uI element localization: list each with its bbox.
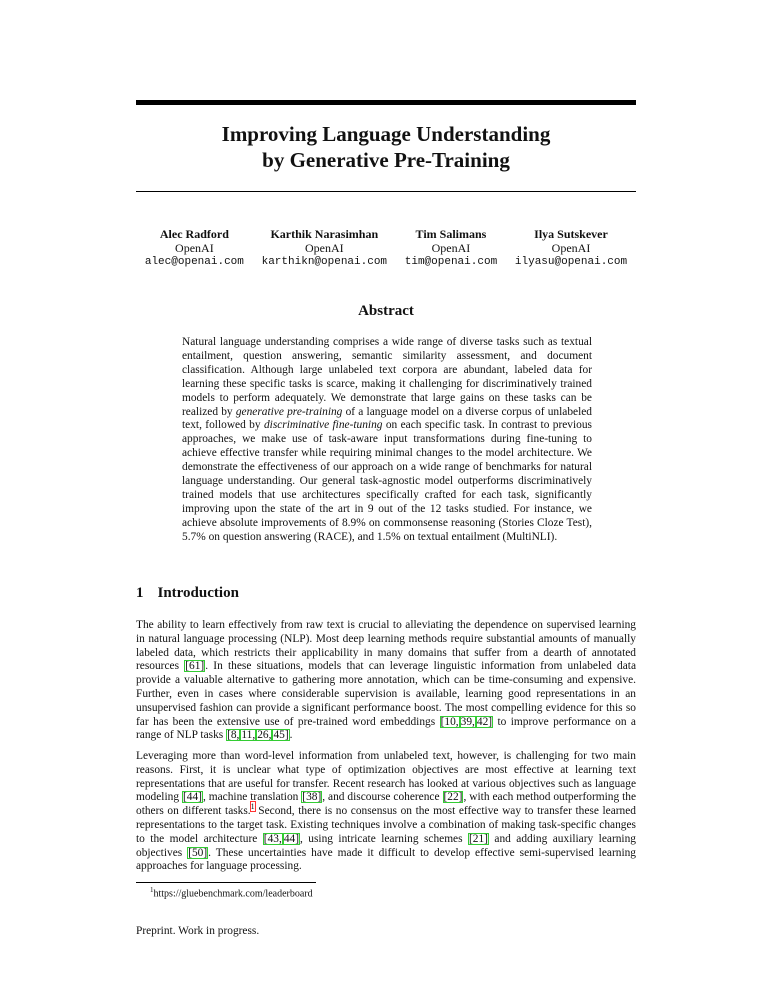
citation-link[interactable]: 42]	[476, 715, 493, 728]
author-name: Ilya Sutskever	[534, 227, 608, 241]
author-list	[136, 227, 636, 269]
abstract-text-segment: on each specific task. In contrast to previous approaches, we make use of task-aware input transformations during fine-tuning to achieve effective transfer while requiring minimal changes to the model architecture. We demonstrate the effectiveness of our approach on a wide range of benchmarks for natural language understanding. Our general task-agnostic model outperforms discriminatively trained models that use architectures specifically crafted for each task, significantly improving upon the state of the art in 9 out of the 12 tasks studied. For instance, we achieve absolute improvements of 8.9% on commonsense reasoning (Stories Cloze Test), 5.7% on question answering (RACE), and 1.5% on textual entailment (MultiNLI).	[182, 419, 592, 543]
title-bottom-rule	[136, 191, 636, 192]
citation-link[interactable]: [21]	[468, 832, 488, 845]
paragraph-text: . In these situations, models that can leverage linguistic information from unlabeled data provide a valuable alternative to gathering more annotation, which can be time-consuming and expensive. Further, even in cases where considerable supervision is available, learning good representations in an unsupervised fashion can provide a significant performance boost. The most compelling evidence for this so far has been the extensive use of pre-trained word embeddings	[136, 660, 637, 728]
author-block	[515, 227, 627, 269]
citation-link[interactable]: [10,	[440, 715, 459, 728]
citation-link[interactable]: [22]	[443, 791, 463, 804]
author-email: tim@openai.com	[404, 256, 498, 268]
author-affiliation: OpenAI	[551, 241, 591, 255]
footnote-mark: 1	[150, 886, 154, 894]
paragraph-text: Leveraging more than word-level information from unlabeled text, however, is challenging for two main reasons. First, it is unclear what type of optimization objectives are most effective at learning text representations that are useful for transfer. Recent research has looked at various objectives such as language modeling	[136, 750, 636, 804]
paper-title	[136, 121, 636, 173]
abstract-emphasis: discriminative fine-tuning	[263, 419, 383, 432]
paragraph-text: and adding auxiliary learning objectives	[136, 832, 636, 859]
citation-link[interactable]: [61]	[185, 660, 205, 673]
paragraph-text: , with each method outperforming the others on different tasks.	[136, 791, 637, 818]
author-name: Karthik Narasimhan	[270, 227, 379, 241]
author-email: ilyasu@openai.com	[514, 256, 628, 268]
author-block	[405, 227, 497, 269]
citation-link[interactable]: 44]	[283, 832, 300, 845]
abstract-emphasis: generative pre-training	[235, 405, 343, 418]
footer-note: Preprint. Work in progress.	[136, 925, 260, 937]
footnote-link[interactable]: 1	[250, 802, 255, 812]
author-affiliation: OpenAI	[304, 241, 344, 255]
abstract-heading: Abstract	[358, 303, 414, 319]
author-affiliation: OpenAI	[175, 241, 214, 255]
citation-link[interactable]: 39,	[460, 715, 475, 728]
paragraph-text: .	[289, 729, 293, 742]
citation-link[interactable]: [8,	[227, 729, 240, 742]
citation-link[interactable]: 45]	[273, 729, 289, 742]
author-email: alec@openai.com	[144, 256, 244, 268]
footnote	[150, 886, 313, 899]
intro-paragraph-1	[136, 619, 636, 743]
author-block	[262, 227, 387, 269]
title-line-2: by Generative Pre-Training	[262, 148, 510, 172]
citation-link[interactable]: 26,	[257, 729, 272, 742]
section-heading	[136, 585, 239, 602]
author-name: Tim Salimans	[415, 227, 487, 241]
section-number: 1	[136, 585, 144, 601]
title-line-1: Improving Language Understanding	[221, 122, 551, 146]
paragraph-text: The ability to learn effectively from raw text is crucial to alleviating the dependence on supervised learning in natural language processing (NLP). Most deep learning methods require substantial amounts of manually labeled data, which restricts their applicability in many domains that suffer from a dearth of annotated resources	[136, 619, 636, 673]
citation-link[interactable]: [50]	[188, 846, 208, 859]
citation-link[interactable]: [38]	[302, 791, 322, 804]
paragraph-text: , using intricate learning schemes	[300, 832, 468, 845]
abstract-text-segment: of a language model on a diverse corpus of unlabeled text, followed by	[182, 405, 593, 432]
author-email: karthikn@openai.com	[261, 256, 388, 268]
citation-link[interactable]: [43,	[263, 832, 282, 845]
author-affiliation: OpenAI	[431, 241, 471, 255]
intro-paragraph-2	[136, 750, 636, 874]
title-top-rule	[136, 100, 636, 105]
paragraph-text: , and discourse coherence	[322, 791, 443, 804]
footnote-url[interactable]: https://gluebenchmark.com/leaderboard	[153, 888, 313, 900]
abstract-text-segment: Natural language understanding comprises a wide range of diverse tasks such as textual entailment, question answering, semantic similarity assessment, and document classification. Although large unlabeled text corpora are abundant, labeled data for learning these specific tasks is scarce, making it challenging for discriminatively trained models to perform adequately. We demonstrate that large gains on these tasks can be realized by	[182, 336, 592, 418]
paragraph-text: . These uncertainties have made it difficult to develop effective semi-supervised learning approaches for language processing.	[136, 846, 637, 873]
author-name: Alec Radford	[159, 227, 229, 241]
abstract-text	[182, 336, 592, 545]
section-title: Introduction	[157, 585, 239, 601]
footnote-rule	[136, 882, 316, 883]
citation-link[interactable]: 11,	[241, 729, 256, 742]
paragraph-text: Second, there is no consensus on the most effective way to transfer these learned representations to the target task. Existing techniques involve a combination of making task-specific changes to the model architecture	[136, 805, 637, 845]
author-block	[145, 227, 244, 269]
paragraph-text: , machine translation	[202, 791, 302, 804]
citation-link[interactable]: [44]	[182, 791, 202, 804]
paragraph-text: to improve performance on a range of NLP tasks	[136, 715, 636, 742]
